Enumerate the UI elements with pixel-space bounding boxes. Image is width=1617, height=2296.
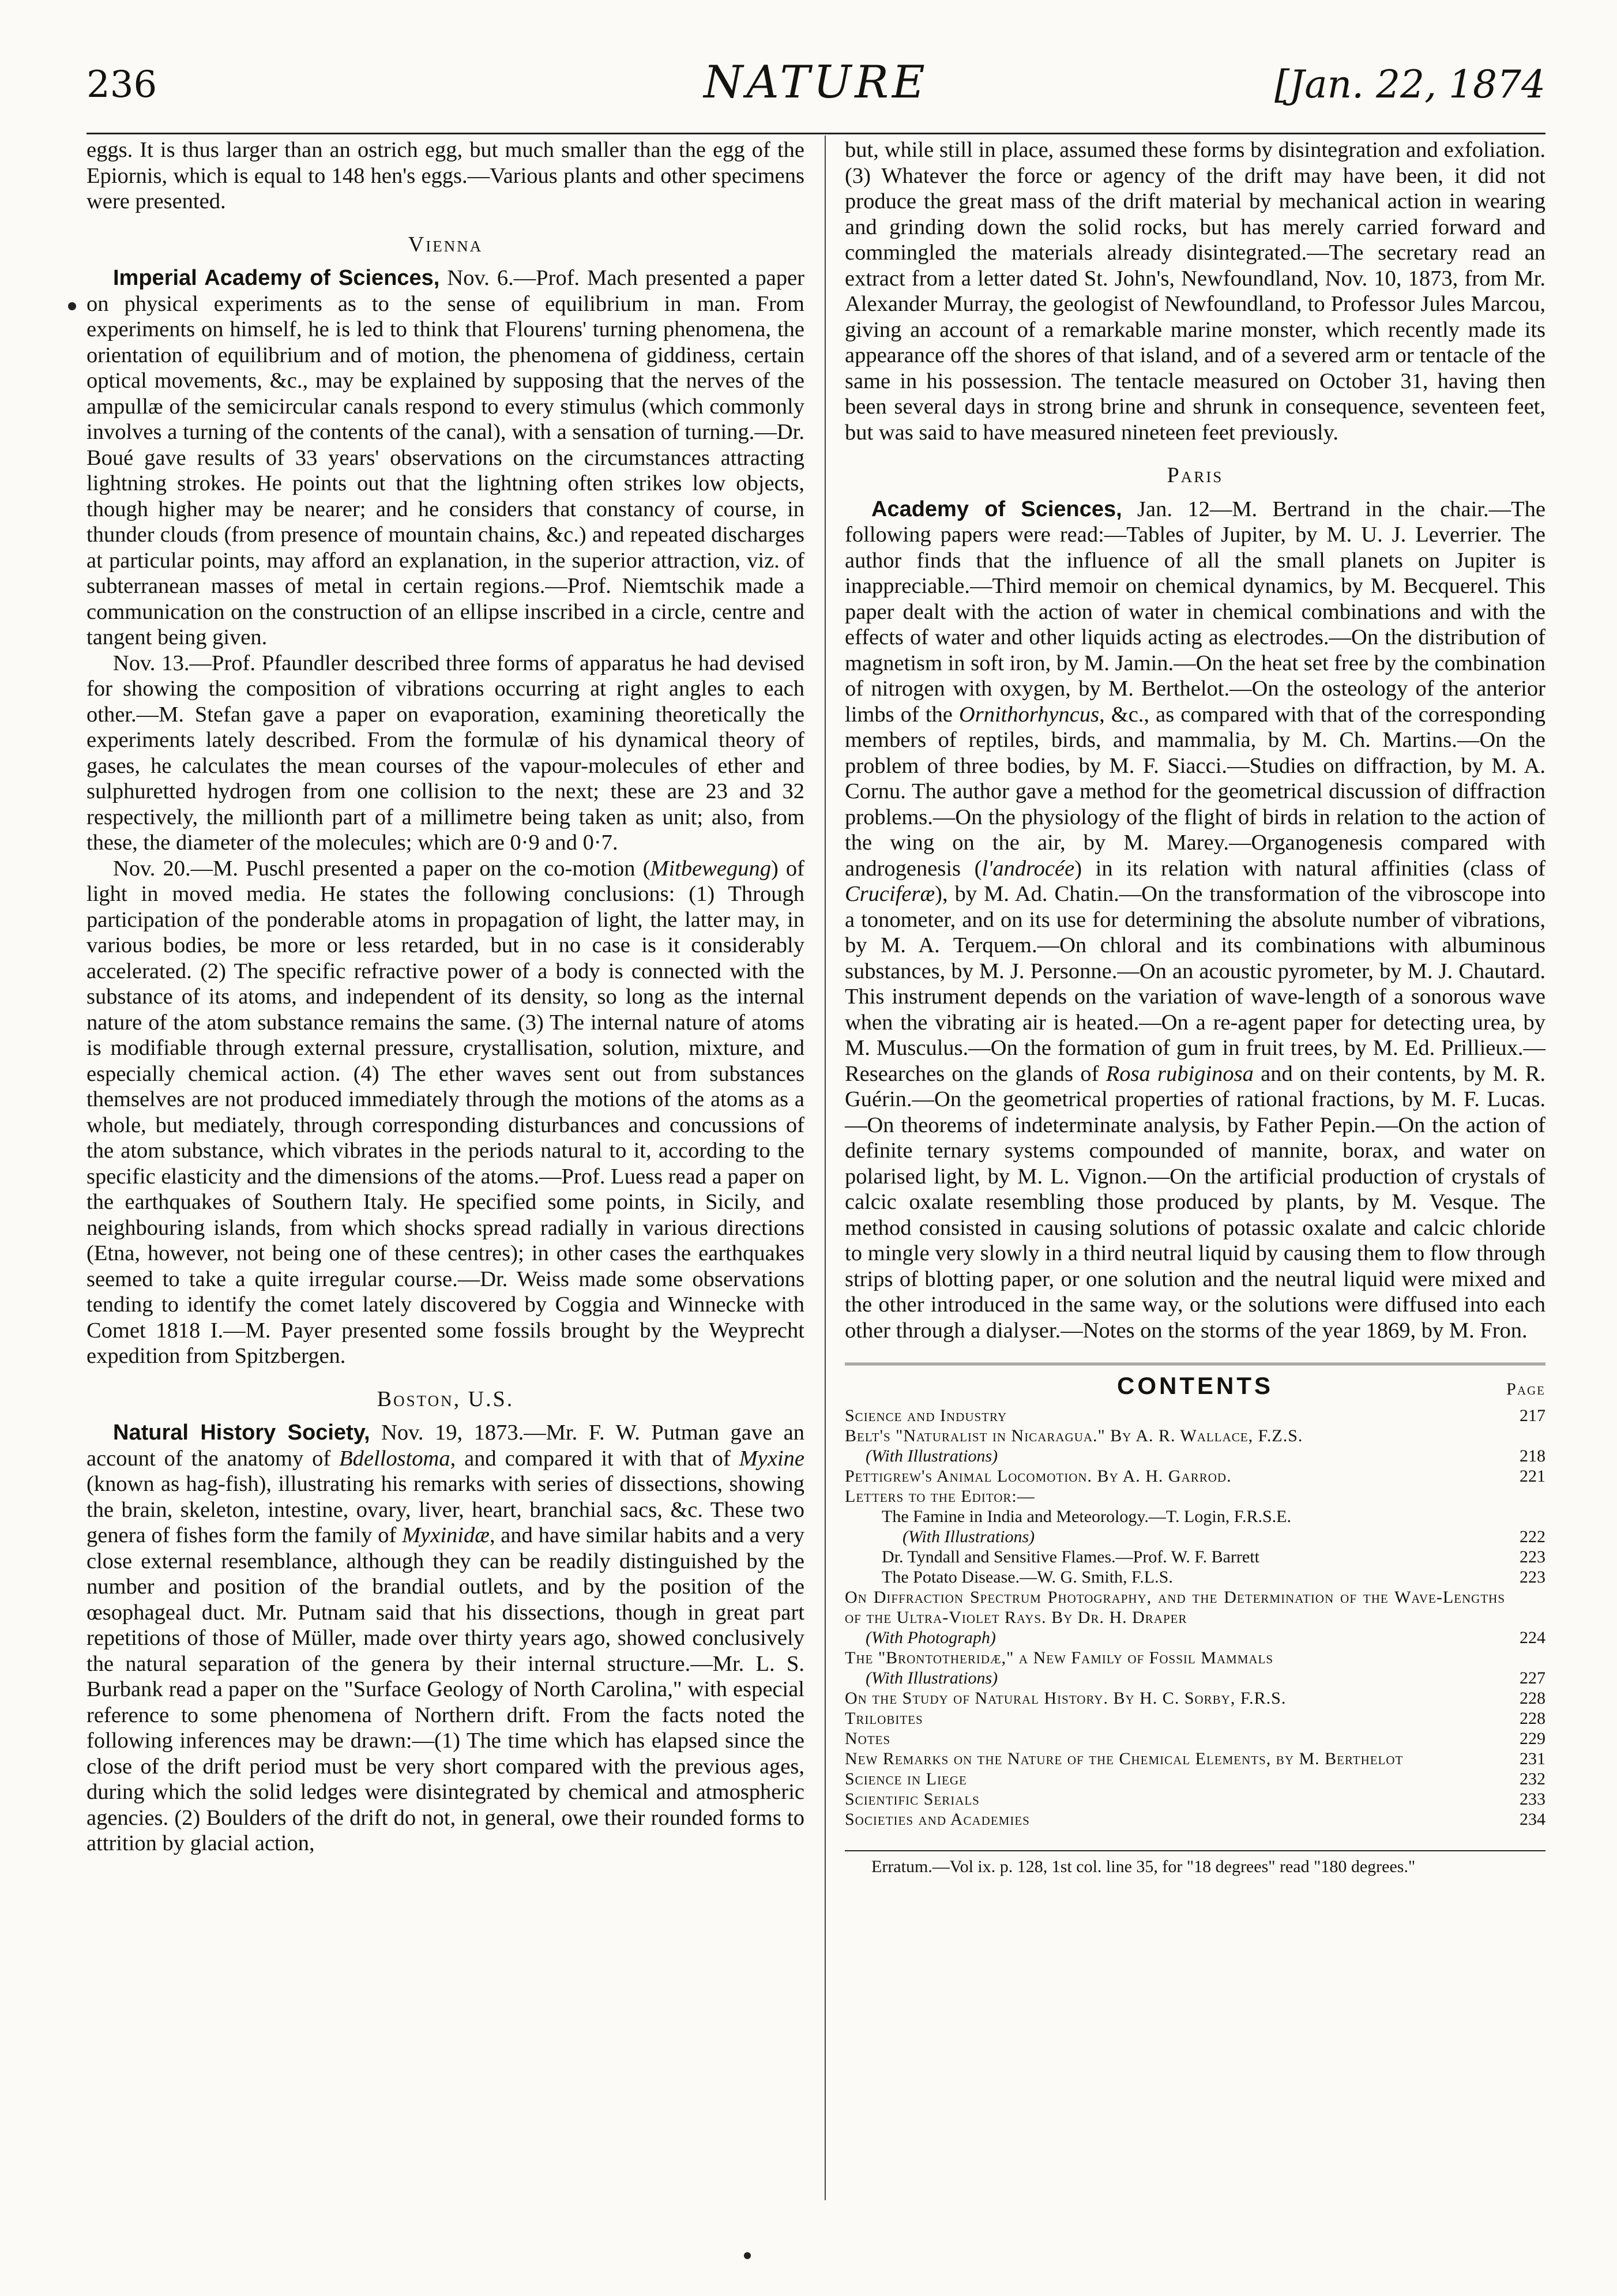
- contents-item: [845, 1426, 1545, 1466]
- header-rule: [87, 133, 1545, 134]
- vienna-paragraph-1: Imperial Academy of Sciences, Nov. 6.—Prof. Mach presented a paper on physical experiments as to the sense of equilibrium in man. From experiments on himself, he is led to think that Flourens' turning phenomena, the orientation of equilibrium and of motion, the phenomena of giddiness, certain optical movements, &c., may be explained by supposing that the nerves of the ampullæ of the semicircular canals respond to every stimulus (which commonly involves a turning of the contents of the canal), with a sensation of turning.—Dr. Boué gave results of 33 years' observations on the circumstances attracting lightning strokes. He points out that the lightning often strikes low objects, though higher may be nearer; and he considers that constancy of course, in thunder clouds (from presence of mountain chains, &c.) and repeated discharges at particular points, may afford an explanation, in the superior attraction, viz. of subterranean masses of metal in certain regions.—Prof. Niemtschik made a communication on the construction of an ellipse inscribed in a circle, centre and tangent being given.: [87, 266, 804, 649]
- paris-society-name: Academy of Sciences,: [871, 497, 1122, 521]
- contents-item: [845, 1648, 1545, 1688]
- contents-item-page: 228: [1520, 1709, 1545, 1728]
- contents-item-page: 234: [1520, 1810, 1545, 1829]
- contents-item-page: 217: [1520, 1406, 1545, 1425]
- column-divider: [825, 136, 826, 2200]
- contents-item-page: 227: [1520, 1669, 1545, 1688]
- contents-item-title: Notes: [845, 1729, 891, 1748]
- contents-item-title: Trilobites: [845, 1709, 923, 1728]
- boston-society-name: Natural History Society,: [113, 1421, 370, 1445]
- contents-item-page: 221: [1520, 1467, 1545, 1486]
- contents-item-title: On Diffraction Spectrum Photography, and the Determination of the Wave-Lengths of the Ultra-Violet Rays. By Dr. H. Draper: [845, 1588, 1505, 1627]
- contents-title: CONTENTS: [1117, 1372, 1273, 1399]
- contents-item-subtitle: (With Photograph): [866, 1628, 996, 1647]
- contents-item-title: Science in Liege: [845, 1769, 967, 1788]
- erratum-note: Erratum.—Vol ix. p. 128, 1st col. line 35, for "18 degrees" read "180 degrees.": [871, 1857, 1416, 1876]
- page-number: 236: [87, 63, 157, 106]
- contents-item: [845, 1587, 1545, 1648]
- paris-heading: Paris: [1167, 463, 1224, 487]
- contents-item: [845, 1749, 1545, 1769]
- paris-paragraph: Academy of Sciences, Jan. 12—M. Bertrand in the chair.—The following papers were read:—Tables of Jupiter, by M. U. J. Leverrier. The author finds that the influence of all the small planets on Jupiter is inappreciable.—Third memoir on chemical dynamics, by M. Becquerel. This paper dealt with the action of water in chemical combinations and with the effects of water and other liquids acting as electrodes.—On the distribution of magnetism in soft iron, by M. Jamin.—On the heat set free by the combination of nitrogen with oxygen, by M. Berthelot.—On the osteology of the anterior limbs of the Ornithorhyncus, &c., as compared with that of the corresponding members of reptiles, birds, and mammalia, by M. Ch. Martins.—On the problem of three bodies, by M. F. Siacci.—Studies on diffraction, by M. A. Cornu. The author gave a method for the geometrical discussion of diffraction problems.—On the physiology of the flight of birds in relation to the action of the wing on the air, by M. Marey.—Organogenesis compared with androgenesis (l'androcée) in its relation with natural affinities (class of Cruciferæ), by M. Ad. Chatin.—On the transformation of the vibroscope into a tonometer, and on its use for determining the absolute number of vibrations, by M. A. Terquem.—On chloral and its combinations with albuminous substances, by M. J. Personne.—On an acoustic pyrometer, by M. J. Chautard. This instrument depends on the variation of wave-length of a sonorous wave when the vibrating air is heated.—On a re-agent paper for detecting urea, by M. Musculus.—On the formation of gum in fruit trees, by M. Ed. Prillieux.—Researches on the glands of Rosa rubiginosa and on their contents, by M. R. Guérin.—On the geometrical properties of rational fractions, by M. F. Lucas.—On theorems of indeterminate analysis, by Father Pepin.—On the action of definite ternary systems compounded of mannite, borax, and water on polarised light, by M. L. Vignon.—On the artificial production of crystals of calcic oxalate resembling those produced by plants, by M. Vesque. The method consisted in causing solutions of potassic oxalate and calcic chloride to mingle very slowly in a third neutral liquid by causing them to flow through strips of blotting paper, or one solution and the neutral liquid were mixed and the other introduced in the same way, or the solutions were diffused into each other through a dialyser.—Notes on the storms of the year 1869, by M. Fron.: [845, 497, 1546, 1343]
- boston-continuation: but, while still in place, assumed these forms by disintegration and exfoliation. (3) Whatever the force or agency of the drift may have been, it did not produce the great mass of the drift material by mechanical action in wearing and grinding down the solid rocks, but has merely carried forward and commingled the materials already disintegrated.—The secretary read an extract from a letter dated St. John's, Newfoundland, Nov. 10, 1873, from Mr. Alexander Murray, the geologist of Newfoundland, to Professor Jules Marcou, giving an account of a remarkable marine monster, which recently made its appearance off the shores of that island, and of a severed arm or tentacle of the same in his possession. The tentacle measured on October 31, having then been several days in strong brine and shrunk in consequence, seventeen feet, but was said to have measured nineteen feet previously.: [845, 138, 1545, 445]
- contents-item-title: On the Study of Natural History. By H. C. Sorby, F.R.S.: [845, 1689, 1287, 1708]
- contents-header: [845, 1373, 1545, 1406]
- contents-item-title: Dr. Tyndall and Sensitive Flames.—Prof. W. F. Barrett: [882, 1547, 1259, 1566]
- contents-item-title: The "Brontotheridæ," a New Family of Fossil Mammals: [845, 1648, 1274, 1667]
- contents-item-title: Pettigrew's Animal Locomotion. By A. H. Garrod.: [845, 1467, 1232, 1486]
- contents-item-title: Scientific Serials: [845, 1790, 980, 1809]
- vienna-heading: Vienna: [408, 232, 483, 257]
- contents-item: [845, 1769, 1545, 1789]
- contents-item-subtitle: (With Illustrations): [902, 1527, 1035, 1546]
- contents-item-page: 223: [1520, 1547, 1545, 1566]
- vienna-paragraph-3: Nov. 20.—M. Puschl presented a paper on the co-motion (Mitbewegung) of light in moved media. He states the following conclusions: (1) Through participation of the ponderable atoms in propagation of light, the latter may, in various bodies, be more or less retarded, but in no case is it considerably accelerated. (2) The specific refractive power of a body is connected with the substance of its atoms, and independent of its density, so long as the internal nature of the atom substance remains the same. (3) The internal nature of atoms is modifiable through external pressure, crystallisation, solution, mixture, and especially chemical action. (4) The ether waves sent out from substances themselves are not produced immediately through the motions of the atoms as a whole, but mediately, through corresponding disturbances and concussions of the atom substance, which vibrates in the periods natural to it, according to the specific elasticity and the dimensions of the atoms.—Prof. Luess read a paper on the earthquakes of Southern Italy. He specified some points, in Sicily, and neighbouring islands, from which shocks spread radially in various directions (Etna, however, not being one of these centres); in other cases the earthquakes seemed to take a quite irregular course.—Dr. Weiss made some observations tending to identify the comet lately discovered by Coggia and Winnecke with Comet 1818 I.—M. Payer presented some fossils brought by the Weyprecht expedition from Spitzbergen.: [87, 856, 804, 1368]
- contents-item: [845, 1486, 1545, 1506]
- intro-paragraph: eggs. It is thus larger than an ostrich egg, but much smaller than the egg of the Epiornis, which is equal to 148 hen's eggs.—Various plants and other specimens were presented.: [87, 138, 804, 213]
- contents-item: [845, 1809, 1545, 1829]
- contents-item-page: 222: [1520, 1527, 1545, 1546]
- contents-item-subtitle: (With Illustrations): [866, 1669, 998, 1688]
- contents-item-title: Letters to the Editor:—: [845, 1487, 1035, 1506]
- contents-item-page: 223: [1520, 1568, 1545, 1587]
- contents-item-page: 224: [1520, 1628, 1545, 1647]
- left-column: [87, 137, 804, 1857]
- contents-item-title: New Remarks on the Nature of the Chemical Elements, by M. Berthelot: [845, 1749, 1404, 1768]
- contents-item: [845, 1466, 1545, 1486]
- vienna-society-name: Imperial Academy of Sciences,: [113, 266, 440, 290]
- contents-item-page: 233: [1520, 1790, 1545, 1809]
- contents-item: [845, 1506, 1545, 1547]
- contents-item: [845, 1547, 1545, 1567]
- erratum-rule: [845, 1850, 1545, 1851]
- boston-heading: Boston, U.S.: [377, 1386, 514, 1411]
- contents-item-subtitle: (With Illustrations): [866, 1446, 998, 1465]
- journal-title: NATURE: [704, 57, 928, 108]
- contents-item: [845, 1789, 1545, 1809]
- boston-paragraph: Natural History Society, Nov. 19, 1873.—Mr. F. W. Putman gave an account of the anatomy of Bdellostoma, and compared it with that of Myxine (known as hag-fish), illustrating his remarks with series of dissections, showing the brain, skeleton, intestine, ovary, liver, heart, branchial sacs, &c. These two genera of fishes form the family of Myxinidæ, and have similar habits and a very close external resemblance, although they can be readily distinguished by the number and position of the brandial outlets, and by the position of the œsophageal duct. Mr. Putnam said that his dissections, though in great part repetitions of those of Müller, made over thirty years ago, showed conclusively the natural separation of the genera by their internal structure.—Mr. L. S. Burbank read a paper on the "Surface Geology of North Carolina," with especial reference to some phenomena of Northern drift. From the facts noted the following inferences may be drawn:—(1) The time which has elapsed since the close of the drift period must be very short compared with the previous ages, during which the solid ledges were disintegrated by chemical and atmospheric agencies. (2) Boulders of the drift do not, in general, owe their rounded forms to attrition by glacial action,: [87, 1421, 804, 1855]
- page-header: [87, 57, 1545, 120]
- contents-item: [845, 1567, 1545, 1587]
- right-column: [845, 137, 1545, 1877]
- issue-date: [Jan. 22, 1874: [1274, 62, 1545, 107]
- contents-divider: [845, 1363, 1545, 1365]
- contents-item: [845, 1406, 1545, 1426]
- contents-item-page: 228: [1520, 1689, 1545, 1708]
- contents-item-title: The Potato Disease.—W. G. Smith, F.L.S.: [882, 1568, 1173, 1587]
- contents-item: [845, 1728, 1545, 1749]
- contents-item: [845, 1708, 1545, 1728]
- contents-item-title: Belt's "Naturalist in Nicaragua." By A. R. Wallace, F.Z.S.: [845, 1426, 1303, 1445]
- contents-item-title: Societies and Academies: [845, 1810, 1030, 1829]
- contents-item-page: 232: [1520, 1769, 1545, 1788]
- vienna-paragraph-2: Nov. 13.—Prof. Pfaundler described three forms of apparatus he had devised for showing the composition of vibrations occurring at right angles to each other.—M. Stefan gave a paper on evaporation, examining theoretically the experiments lately described. From the formulæ of his dynamical theory of gases, he calculates the mean courses of the vapour-molecules of ether and sulphuretted hydrogen from one collision to the next; these are 23 and 32 respectively, the millionth part of a millimetre being taken as unit; also, from these, the diameter of the molecules; which are 0·9 and 0·7.: [87, 651, 804, 855]
- contents-item-page: 229: [1520, 1729, 1545, 1748]
- contents-item: [845, 1688, 1545, 1708]
- contents-item-page: 231: [1520, 1749, 1545, 1768]
- contents-list: [845, 1406, 1545, 1829]
- footer-mark: [744, 2252, 751, 2259]
- contents-item-title: The Famine in India and Meteorology.—T. Login, F.R.S.E.: [882, 1507, 1291, 1526]
- contents-item-page: 218: [1520, 1446, 1545, 1465]
- contents-item-title: Science and Industry: [845, 1406, 1007, 1425]
- margin-bullet: [68, 302, 76, 310]
- contents-page-label: Page: [1506, 1380, 1545, 1399]
